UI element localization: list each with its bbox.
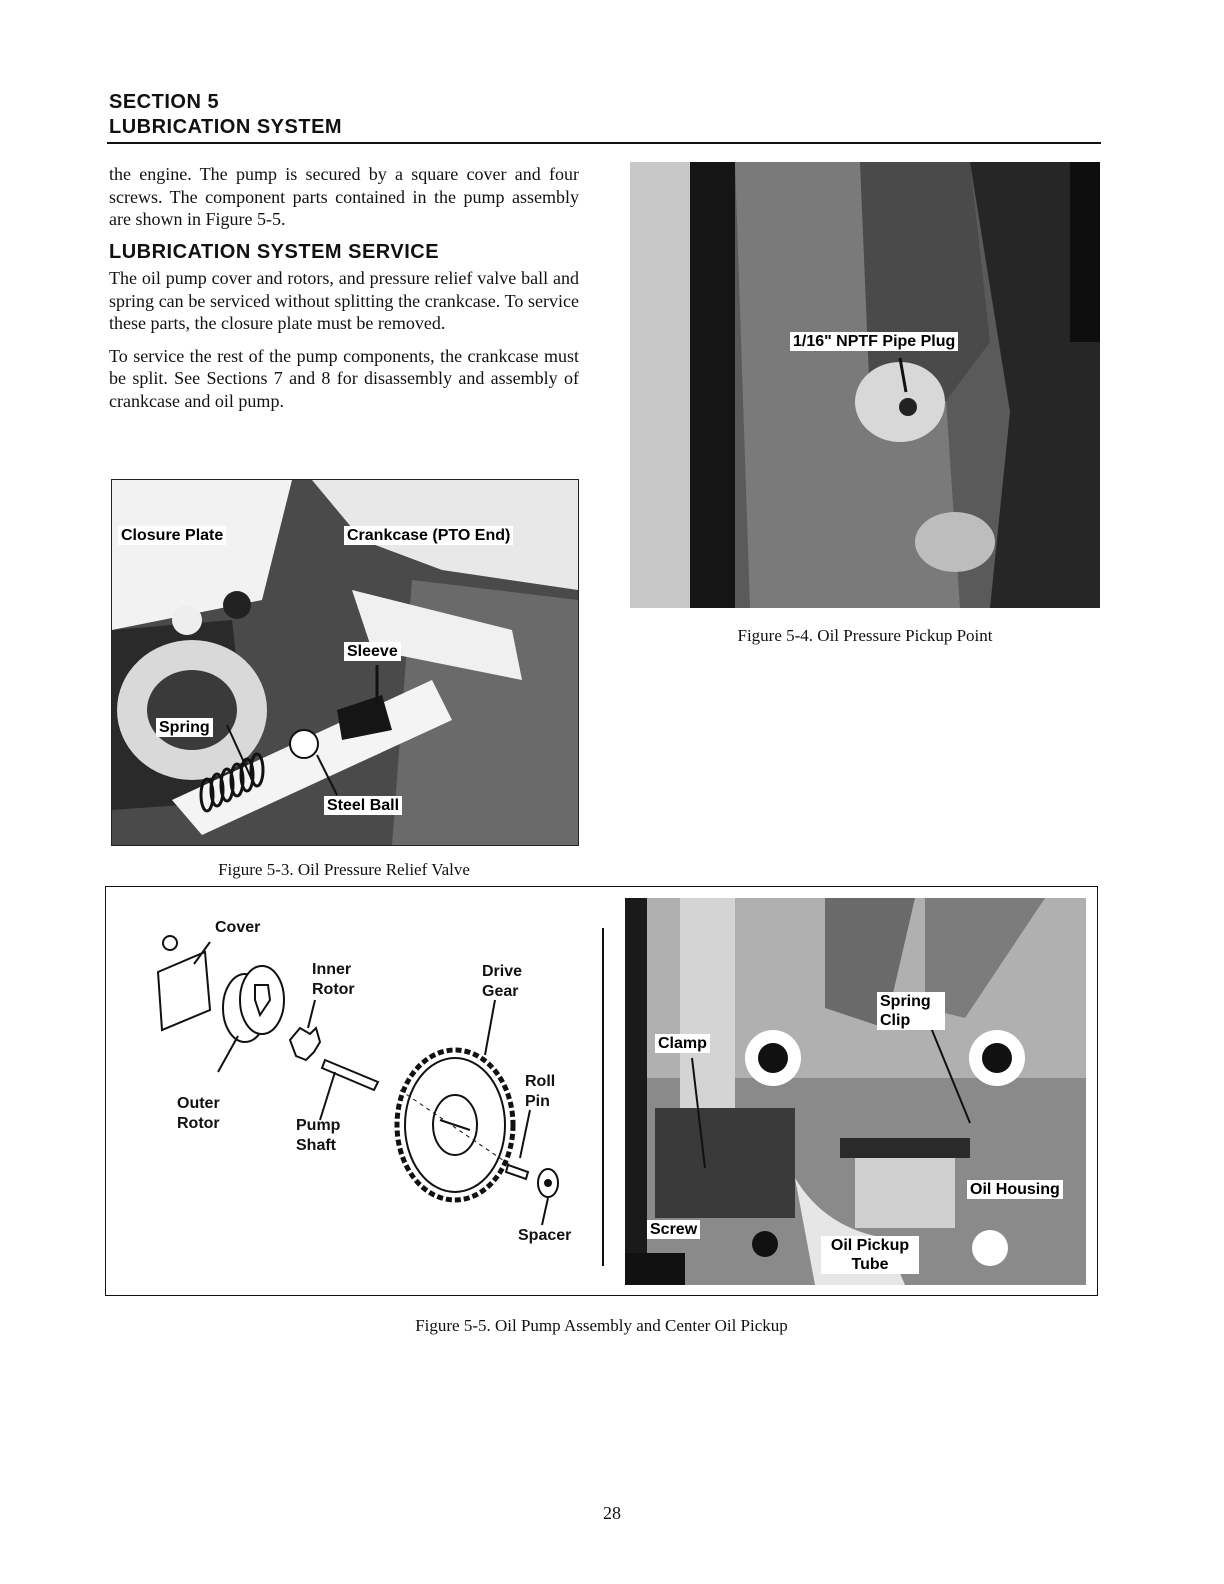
label-spring-clip: Spring Clip: [877, 992, 945, 1030]
figure-5-4-caption: Figure 5-4. Oil Pressure Pickup Point: [737, 626, 993, 645]
figure-5-3-photo: [111, 479, 579, 846]
label-sleeve: Sleeve: [344, 642, 401, 661]
label-crankcase: Crankcase (PTO End): [344, 526, 513, 545]
section-title: LUBRICATION SYSTEM: [109, 116, 343, 138]
section-number: SECTION 5: [109, 91, 220, 113]
header-rule: [107, 142, 1101, 144]
label-screw: Screw: [647, 1220, 700, 1239]
label-oil-pickup-tube: Oil Pickup Tube: [821, 1236, 919, 1274]
intro-paragraph: the engine. The pump is secured by a square cover and four screws. The component parts contained in the pump assembly are shown in Figure 5-5.: [109, 164, 579, 229]
figure-5-4-photo: [630, 162, 1100, 608]
label-outer-rotor: Outer Rotor: [177, 1095, 220, 1132]
label-cover: Cover: [215, 919, 261, 936]
label-pipe-plug: 1/16" NPTF Pipe Plug: [790, 332, 958, 351]
label-clamp: Clamp: [655, 1034, 710, 1053]
figure-5-5-caption: Figure 5-5. Oil Pump Assembly and Center Oil Pickup: [415, 1316, 788, 1335]
page-number: 28: [603, 1503, 621, 1523]
body-text-column: [109, 163, 579, 422]
figure-5-3-caption: Figure 5-3. Oil Pressure Relief Valve: [218, 860, 470, 879]
section-header: [109, 90, 1099, 140]
label-steel-ball: Steel Ball: [324, 796, 402, 815]
label-oil-housing: Oil Housing: [967, 1180, 1063, 1199]
oil-pump-exploded-art: [110, 900, 590, 1280]
pickup-point-photo-art: [630, 162, 1100, 608]
label-spring: Spring: [156, 718, 213, 737]
service-paragraph-1: The oil pump cover and rotors, and pressure relief valve ball and spring can be serviced without splitting the crankcase. To service these parts, the closure plate must be removed.: [109, 268, 579, 333]
label-spacer: Spacer: [518, 1227, 572, 1244]
label-closure-plate: Closure Plate: [118, 526, 226, 545]
label-roll-pin: Roll Pin: [525, 1073, 556, 1110]
service-paragraph-2: To service the rest of the pump components, the crankcase must be split. See Sections 7 and 8 for disassembly and assembly of crankcase and oil pump.: [109, 345, 579, 411]
label-inner-rotor: Inner Rotor: [312, 961, 355, 998]
service-heading: LUBRICATION SYSTEM SERVICE: [109, 240, 440, 263]
oil-pump-diagram: [110, 900, 590, 1280]
label-drive-gear: Drive Gear: [482, 963, 523, 1000]
figure-5-5-divider: [602, 928, 604, 1266]
label-pump-shaft: Pump Shaft: [296, 1117, 341, 1154]
oil-pickup-photo: [625, 898, 1086, 1285]
